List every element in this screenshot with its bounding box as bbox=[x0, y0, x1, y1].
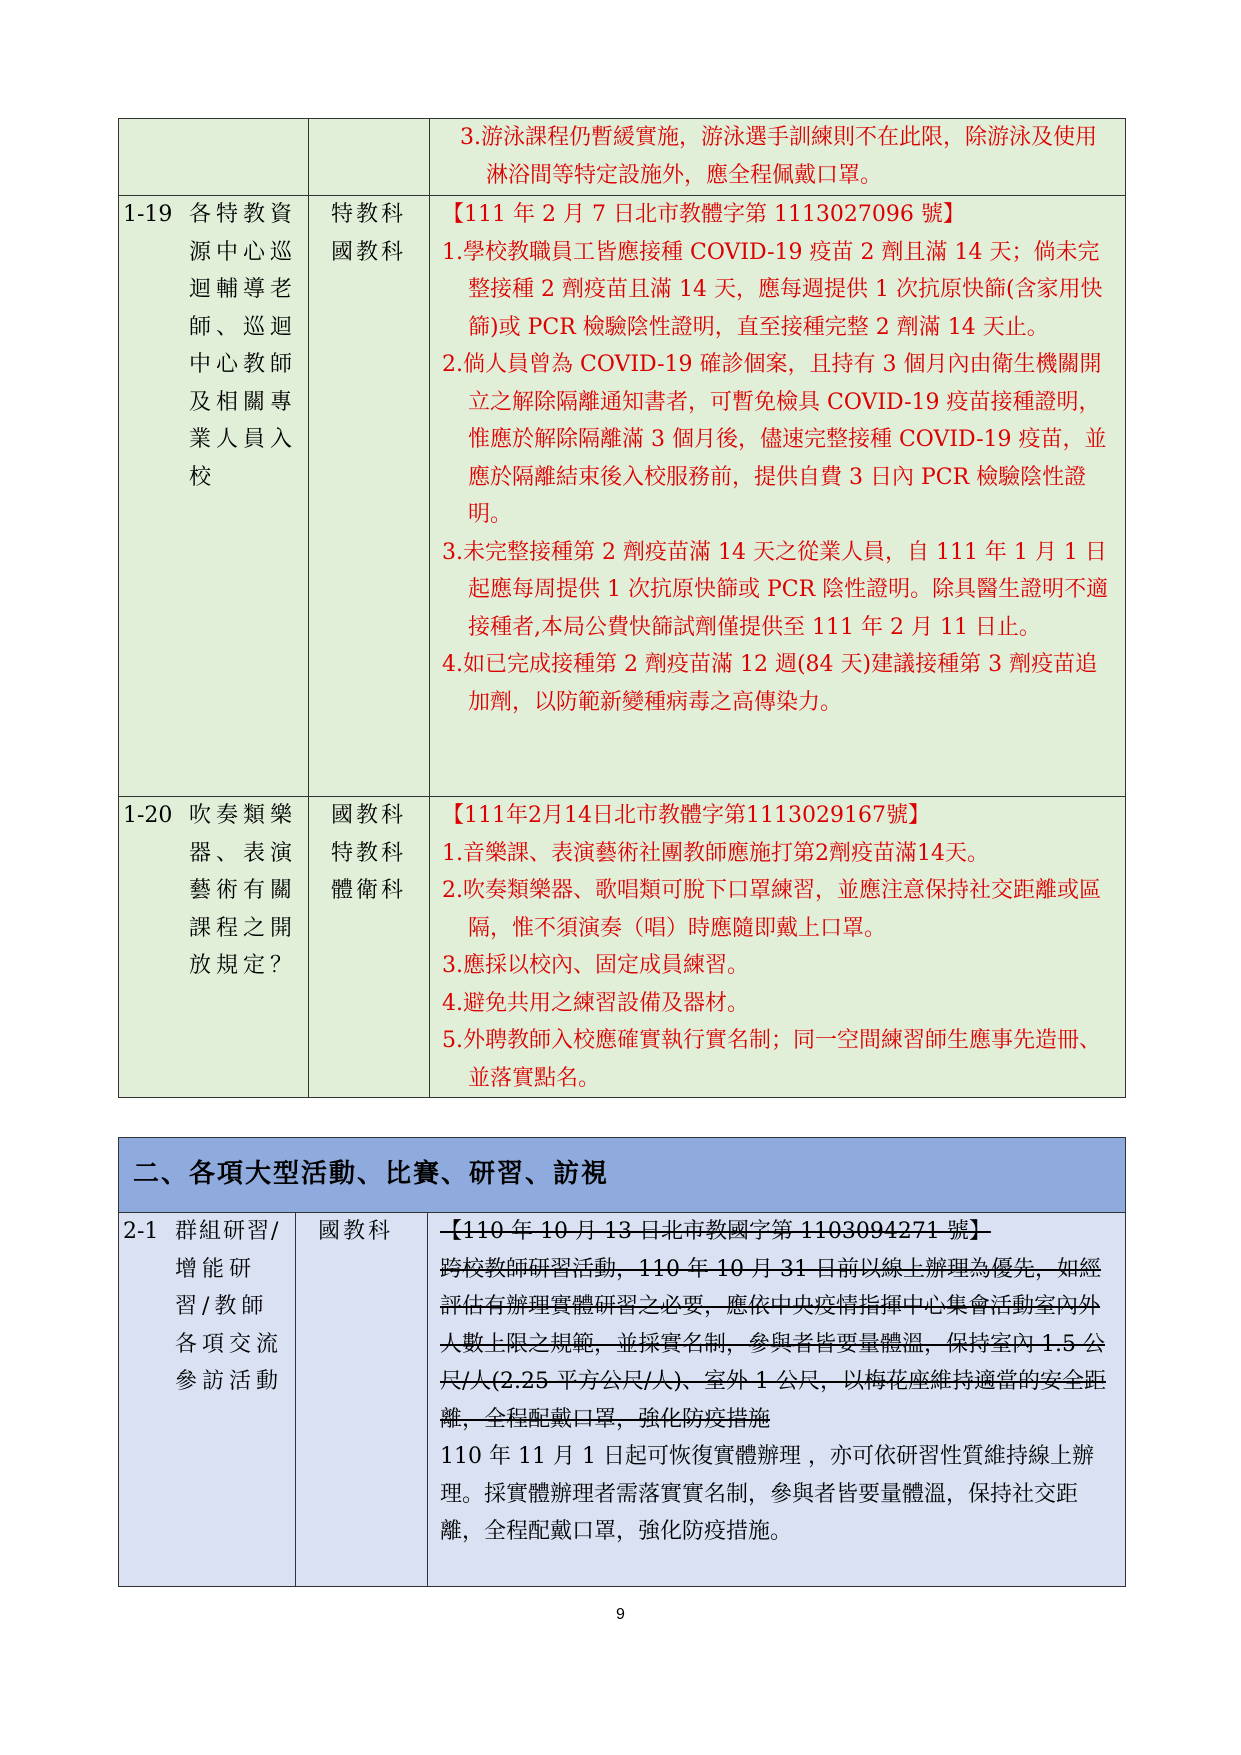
list-item: 2.倘人員曾為 COVID-19 確診個案，且持有 3 個月內由衛生機關開立之解除隔離通知書者，可暫免檢具 COVID-19 疫苗接種證明，惟應於解除隔離滿 3 個月後，儘速完整接種 COVID-19 疫苗，並應於隔離結束後入校服務前，提供自費 3 日內 PCR 檢驗陰性證明。 bbox=[442, 352, 1107, 527]
list-item: 4.避免共用之練習設備及器材。 bbox=[442, 990, 749, 1016]
topic-text: 增能研習/教師各項交流參訪活動 bbox=[175, 1256, 284, 1394]
dept-cell bbox=[309, 196, 430, 797]
dept-label: 特教科 bbox=[331, 840, 407, 866]
list-item: 4.如已完成接種第 2 劑疫苗滿 12 週(84 天)建議接種第 3 劑疫苗追加劑，以防範新變種病毒之高傳染力。 bbox=[442, 652, 1098, 715]
table-row bbox=[119, 196, 1126, 797]
topic-number: 1-19 bbox=[123, 202, 173, 227]
table-row bbox=[119, 119, 1126, 196]
topic-cell bbox=[119, 119, 309, 196]
covid-guidance-table bbox=[118, 118, 1126, 1098]
list-item: 5.外聘教師入校應確實執行實名制；同一空間練習師生應事先造冊、並落實點名。 bbox=[442, 1028, 1101, 1091]
list-item: 3.游泳課程仍暫緩實施，游泳選手訓練則不在此限，除游泳及使用淋浴間等特定設施外，應全程佩戴口罩。 bbox=[460, 125, 1097, 188]
table-row bbox=[119, 1213, 1126, 1587]
dept-label: 國教科 bbox=[318, 1219, 394, 1244]
dept-cell bbox=[296, 1213, 428, 1587]
content-cell bbox=[430, 119, 1126, 196]
current-text: 110 年 11 月 1 日起可恢復實體辦理 ，亦可依研習性質維持線上辦理。採實體辦理者需落實實名制，參與者皆要量體溫，保持社交距離，全程配戴口罩，強化防疫措施。 bbox=[440, 1444, 1094, 1544]
table-row bbox=[119, 797, 1126, 1098]
content-cell bbox=[430, 797, 1126, 1098]
list-item: 3.未完整接種第 2 劑疫苗滿 14 天之從業人員，自 111 年 1 月 1 日起應每周提供 1 次抗原快篩或 PCR 陰性證明。除具醫生證明不適接種者,本局公費快篩試劑僅提供至 111 年 2 月 11 日止。 bbox=[442, 539, 1109, 640]
list-item: 1.學校教職員工皆應接種 COVID-19 疫苗 2 劑且滿 14 天；倘未完整接種 2 劑疫苗且滿 14 天，應每週提供 1 次抗原快篩(含家用快篩)或 PCR 檢驗陰性證明，直至接種完整 2 劑滿 14 天止。 bbox=[442, 239, 1103, 340]
section-header: 二、各項大型活動、比賽、研習、訪視 bbox=[119, 1138, 1126, 1213]
page-number: 9 bbox=[616, 1606, 625, 1623]
topic-number: 1-20 bbox=[123, 803, 173, 828]
dept-cell bbox=[309, 119, 430, 196]
section-header-row bbox=[119, 1138, 1126, 1213]
citation: 【111 年 2 月 7 日北市教體字第 1113027096 號】 bbox=[442, 202, 965, 227]
topic-cell bbox=[119, 797, 309, 1098]
topic-text: 源中心巡迴輔導老師、巡迴中心教師及相關專業人員入校 bbox=[189, 239, 298, 490]
topic-title: 1-20 吹奏類樂 bbox=[123, 797, 302, 835]
dept-cell bbox=[309, 797, 430, 1098]
dept-label: 國教科 bbox=[331, 803, 407, 828]
struck-text: 跨校教師研習活動，110 年 10 月 31 日前以線上辦理為優先，如經評估有辦理實體研習之必要，應依中央疫情指揮中心集會活動室內外人數上限之規範，並採實名制，參與者皆要量體溫，保持室內 1.5 公尺/人(2.25 平方公尺/人)、室外 1 公尺，以梅花座維持適當的安全距離，全程配戴口罩，強化防疫措施 bbox=[440, 1256, 1106, 1432]
topic-text: 器、表演藝術有關課程之開放規定？ bbox=[189, 840, 298, 978]
topic-cell bbox=[119, 196, 309, 797]
activities-table bbox=[118, 1137, 1126, 1587]
list-item: 3.應採以校內、固定成員練習。 bbox=[442, 953, 749, 978]
content-cell bbox=[428, 1213, 1126, 1587]
topic-number: 2-1 bbox=[123, 1219, 159, 1244]
list-item: 2.吹奏類樂器、歌唱類可脫下口罩練習，並應注意保持社交距離或區隔，惟不須演奏（唱）時應隨即戴上口罩。 bbox=[442, 878, 1101, 941]
dept-label: 體衛科 bbox=[331, 878, 407, 903]
dept-label: 國教科 bbox=[331, 239, 407, 265]
struck-citation: 【110 年 10 月 13 日北市教國字第 1103094271 號】 bbox=[440, 1219, 991, 1244]
list-item: 1.音樂課、表演藝術社團教師應施打第2劑疫苗滿14天。 bbox=[442, 840, 989, 866]
topic-title: 2-1 群組研習/ bbox=[123, 1213, 289, 1251]
topic-title: 1-19 各特教資 bbox=[123, 196, 302, 234]
content-cell bbox=[430, 196, 1126, 797]
topic-cell bbox=[119, 1213, 296, 1587]
dept-label: 特教科 bbox=[331, 202, 407, 227]
citation: 【111年2月14日北市教體字第1113029167號】 bbox=[442, 803, 930, 828]
